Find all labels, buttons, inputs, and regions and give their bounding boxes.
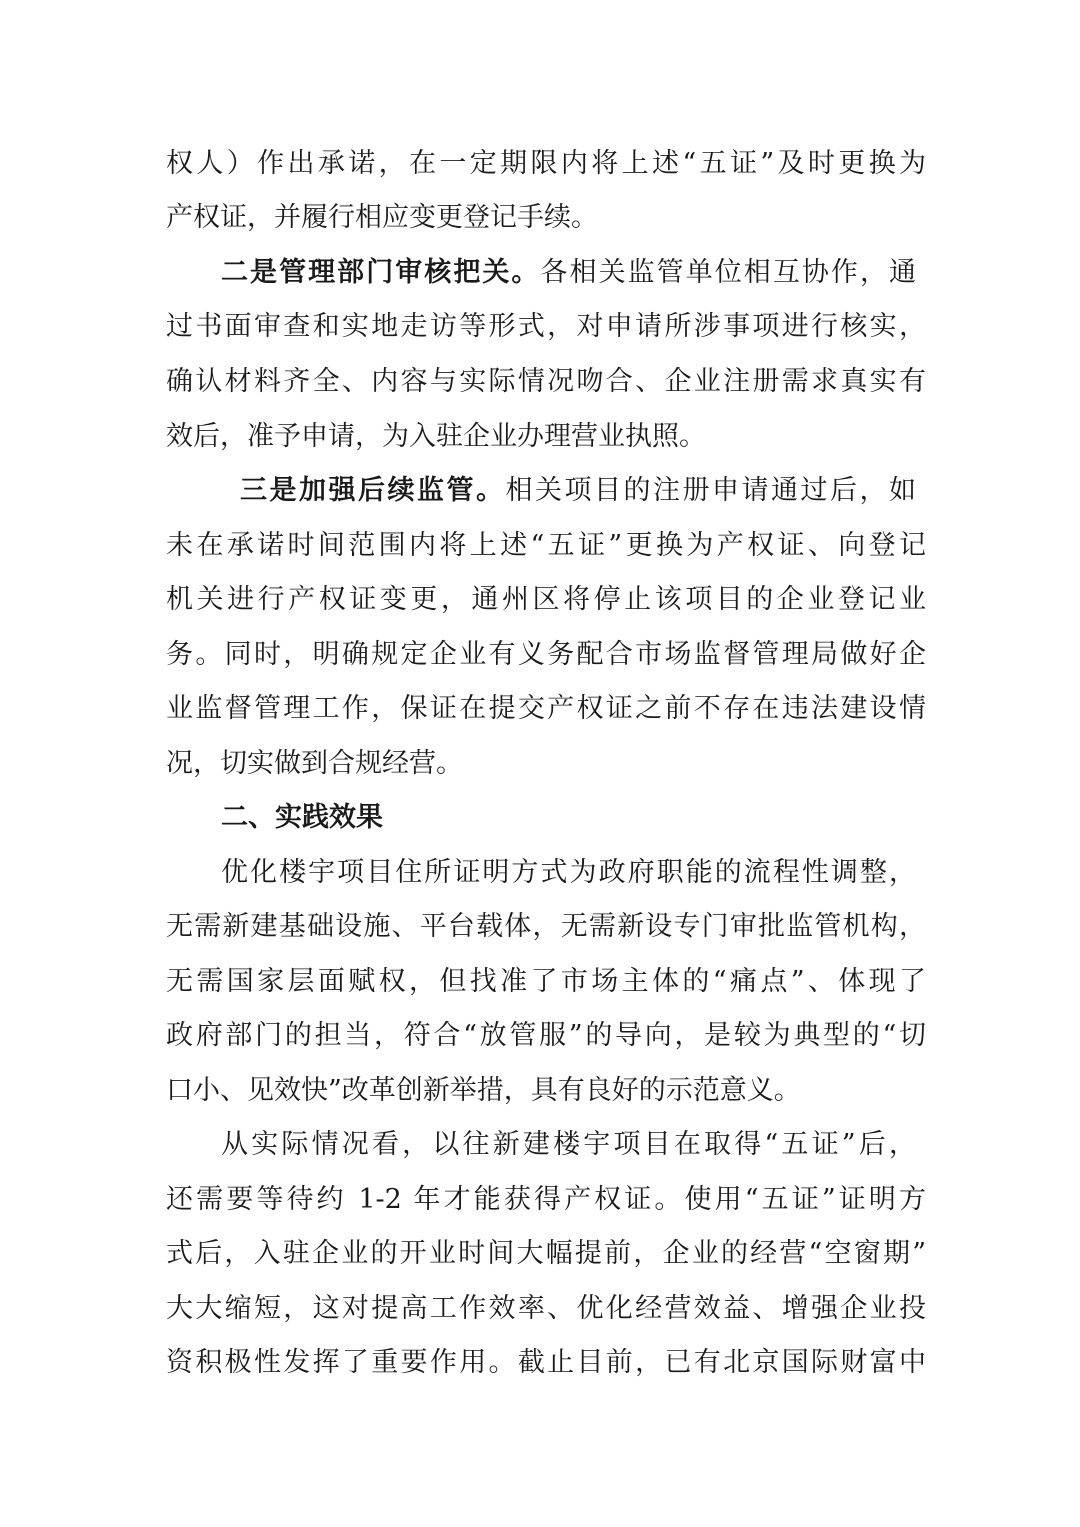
paragraph-lead: 三是加强后续监管。 <box>240 475 506 506</box>
paragraph-text: 相关项目的注册申请通过后，如 <box>505 475 916 506</box>
paragraph-line: 口小、见效快”改革创新举措，具有良好的示范意义。 <box>166 1075 801 1106</box>
paragraph-line: 未在承诺时间范围内将上述“五证”更换为产权证、向登记 <box>166 530 926 561</box>
paragraph-line: 产权证，并履行相应变更登记手续。 <box>166 202 598 233</box>
paragraph-line: 过书面审查和实地走访等形式，对申请所涉事项进行核实， <box>166 311 926 342</box>
paragraph-line: 还需要等待约 1-2 年才能获得产权证。使用“五证”证明方 <box>166 1184 926 1215</box>
paragraph-line: 无需国家层面赋权，但找准了市场主体的“痛点”、体现了 <box>166 966 926 997</box>
paragraph-first-line <box>240 471 916 511</box>
paragraph-first-line <box>221 253 916 293</box>
paragraph-first-line: 优化楼宇项目住所证明方式为政府职能的流程性调整， <box>221 857 916 888</box>
paragraph-line: 务。同时，明确规定企业有义务配合市场监督管理局做好企 <box>166 639 926 670</box>
paragraph-line: 效后，准予申请，为入驻企业办理营业执照。 <box>166 421 706 452</box>
paragraph-lead: 二是管理部门审核把关。 <box>221 257 541 288</box>
paragraph-line: 业监督管理工作，保证在提交产权证之前不存在违法建设情 <box>166 693 926 724</box>
paragraph-line: 式后，入驻企业的开业时间大幅提前，企业的经营“空窗期” <box>166 1238 926 1269</box>
paragraph-line: 大大缩短，这对提高工作效率、优化经营效益、增强企业投 <box>166 1293 926 1324</box>
paragraph-line: 权人）作出承诺，在一定期限内将上述“五证”及时更换为 <box>166 148 926 179</box>
paragraph-line: 况，切实做到合规经营。 <box>166 748 463 779</box>
paragraph-line: 无需新建基础设施、平台载体，无需新设专门审批监管机构， <box>166 911 926 942</box>
paragraph-line: 政府部门的担当，符合“放管服”的导向，是较为典型的“切 <box>166 1020 926 1051</box>
paragraph-first-line: 从实际情况看，以往新建楼宇项目在取得“五证”后， <box>221 1129 916 1160</box>
section-heading: 二、实践效果 <box>221 802 383 833</box>
paragraph-line: 确认材料齐全、内容与实际情况吻合、企业注册需求真实有 <box>166 366 926 397</box>
paragraph-line: 机关进行产权证变更，通州区将停止该项目的企业登记业 <box>166 584 926 615</box>
paragraph-line: 资积极性发挥了重要作用。截止目前，已有北京国际财富中 <box>166 1347 926 1378</box>
paragraph-text: 各相关监管单位相互协作，通 <box>540 257 916 288</box>
